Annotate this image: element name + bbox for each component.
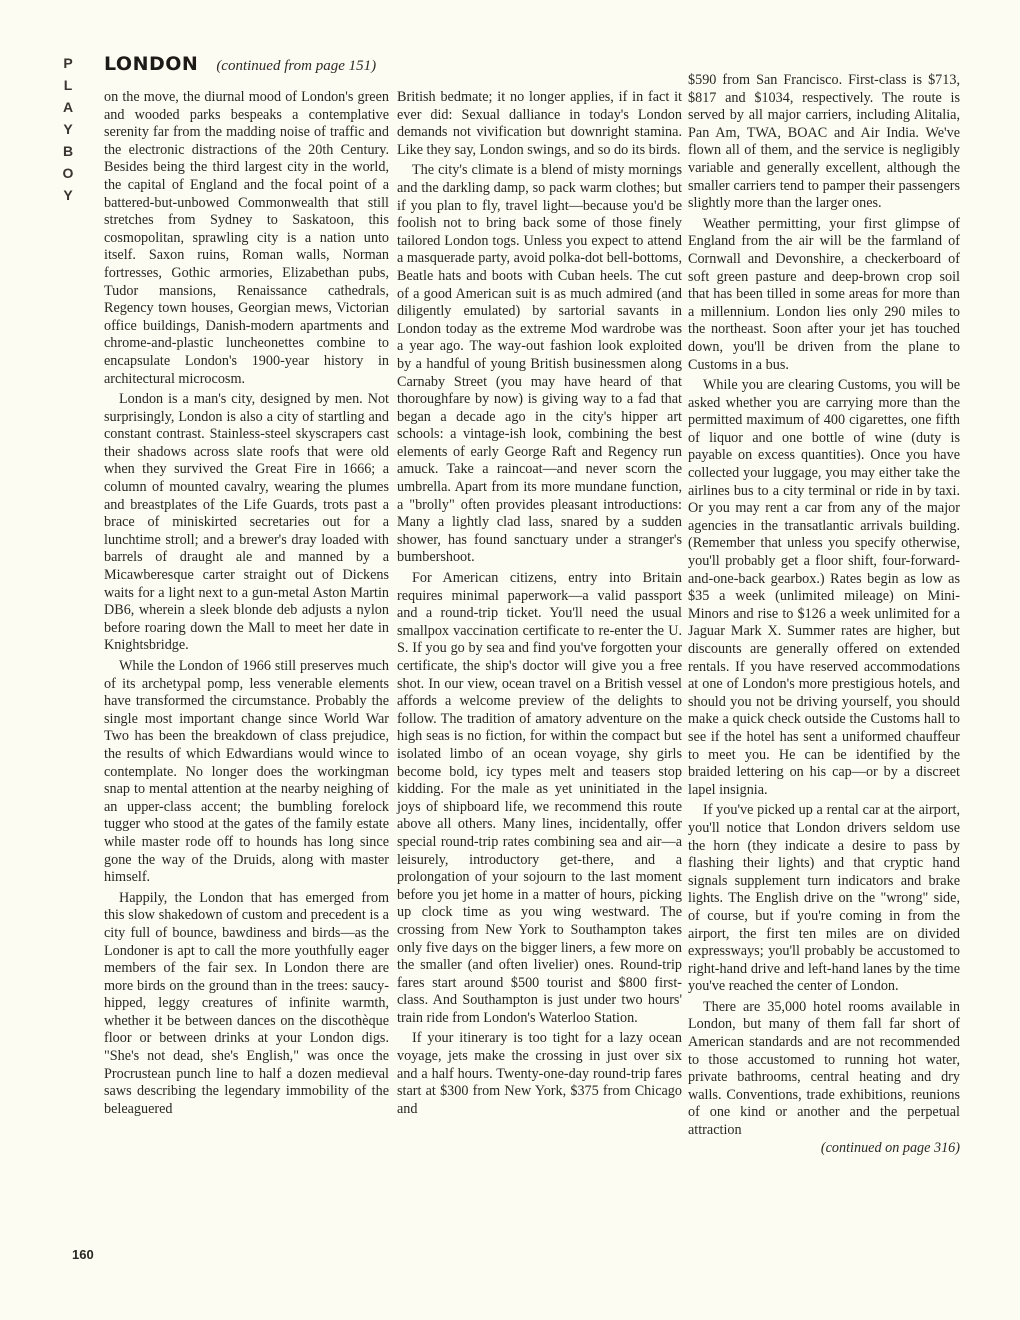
paragraph: Happily, the London that has emerged from this slow shakedown of custom and precedent is a city full of bounce, bawdiness and birds—as the Londoner is apt to call the more youthfully eager members of the fair sex. In London there are more birds on the ground than in the trees: saucy-hipped, leggy creatures of infinite warmth, whether it be between dances on the discothèque floor or between drinks at your London digs. "She's not dead, she's English," was once the Procrustean punch line to half a dozen medieval saws describing the legendary immobility of the beleaguered [104,889,389,1117]
paragraph: on the move, the diurnal mood of London's green and wooded parks bespeaks a contemplative serenity far from the madding noise of traffic and the electronic distractions of the 20th Century. Besides being the third largest city in the world, the capital of England and the focal point of a battered-but-unbowed Commonwealth that still stretches from Sydney to Saskatoon, this cosmopolitan, sprawling city is a nation unto itself. Saxon ruins, Roman walls, Norman fortresses, Gothic armories, Elizabethan pubs, Tudor mansions, Renaissance cathedrals, Regency town houses, Georgian mews, Victorian office buildings, Danish-modern apartments and chrome-and-plastic luncheonettes combine to encapsulate London's 1900-year history in architectural microcosm. [104,89,389,387]
title-letter: A [62,99,74,115]
page-number: 160 [72,1247,94,1262]
paragraph: British bedmate; it no longer applies, if in fact it ever did: Sexual dalliance in today's London demands not vivification but downright stamina. Like they say, London swings, and so do its birds. [397,89,682,158]
magazine-vertical-title [58,52,78,206]
paragraph: If you've picked up a rental car at the airport, you'll notice that London drivers seldom use the horn (they indicate a desire to pass by flashing their lights) and that cryptic hand signals supplement turn indicators and brake lights. The English drive on the "wrong" side, of course, but if you're coming in from the airport, the first ten miles are on divided expressways; you'll probably be accustomed to right-hand drive and left-hand lanes by the time you've reached the center of London. [688,802,960,995]
text-column-2 [397,89,682,1118]
paragraph: $590 from San Francisco. First-class is $713, $817 and $1034, respectively. The route is served by all major carriers, including Alitalia, Pan Am, TWA, BOAC and Air India. We've flown all of them, and the service is negligibly variable and generally excellent, although the smaller carriers tend to pamper their passengers slightly more than the larger ones. [688,72,960,212]
text-column-1 [104,89,389,1118]
paragraph: Weather permitting, your first glimpse of England from the air will be the farmland of Cornwall and Devonshire, a checkerboard of soft green pasture and deep-brown crop soil that has been tilled in some areas for more than a millennium. London lies only 290 miles to the northeast. Soon after your jet has touched down, you'll be driven from the plane to Customs in a bus. [688,215,960,373]
article-header [104,53,376,75]
paragraph: There are 35,000 hotel rooms available in London, but many of them fall far short of American standards and are not recommended to those accustomed to running hot water, private bathrooms, central heating and dry walls. Conventions, trade exhibitions, reunions of one kind or another and the perpetual attraction [688,998,960,1139]
paragraph: While you are clearing Customs, you will be asked whether you are carrying more than the permitted maximum of 400 cigarettes, one fifth of liquor and one bottle of wine (duty is payable on excess quantities). Once you have collected your luggage, you may either take the airlines bus to a city terminal or ride in by taxi. Or you may rent a car from any of the major agencies in the transatlantic arrivals building. (Remember that unless you specify otherwise, you'll probably get a floor shift, four-forward-and-one-back gearbox.) Rates begin as low as $35 a week (unlimited mileage) on Mini-Minors and rise to $126 a week unlimited for a Jaguar Mark X. Summer rates are higher, but discounts are generally offered on extended rentals. If you have reserved accommodations at one of London's more prestigious hotels, and should you not be driving yourself, you should make a quick check outside the Customs hall to see if the hotel has sent a uniformed chauffeur to meet you. He can be identified by the braided lettering on his cap—or by a discreet lapel insignia. [688,377,960,798]
title-letter: P [63,55,73,71]
title-letter: O [62,165,74,181]
title-letter: Y [63,121,73,137]
paragraph: The city's climate is a blend of misty mornings and the darkling damp, so pack warm clothes; but if you plan to fly, travel light—because you'd be foolish not to bring back some of those finely tailored London togs. Unless you expect to attend a masquerade party, avoid polka-dot bell-bottoms, Beatle hats and boots with Cuban heels. The cut of a good American suit is as much admired (and diligently emulated) by sartorial savants in London today as the extreme Mod wardrobe was a year ago. The way-out fashion look exploited by a handful of young British businessmen along Carnaby Street (you may have heard of that thoroughfare by now) is giving way to a fad that began a decade ago in the city's hipper art schools: a vintage-ish look, combining the best elements of early George Raft and Regency run amuck. Take a raincoat—and never scorn the umbrella. Apart from its more mundane function, a "brolly" often provides pleasant introductions: Many a lightly clad lass, snared by a sudden shower, has found sanctuary under a stranger's bumbershoot. [397,162,682,566]
continued-on-note: (continued on page 316) [820,1139,960,1156]
paragraph: While the London of 1966 still preserves much of its archetypal pomp, less venerable elements have transformed the circumstance. Probably the single most important change since World War Two has been the breakdown of class prejudice, the results of which Edwardians would wince to contemplate. No longer does the workingman snap to mental attention at the nearby neighing of an upper-class accent; the bumbling forelock tugger who stood at the gates of the family estate while master rode off to hounds has long since gone the way of the Druids, along with master himself. [104,658,389,886]
title-letter: B [62,143,74,159]
title-letter: Y [63,187,73,203]
paragraph: For American citizens, entry into Britain requires minimal paperwork—a valid passport and a round-trip ticket. You'll need the usual smallpox vaccination certificate to re-enter the U. S. If you go by sea and find you've forgotten your certificate, the ship's doctor will give you a free shot. In our view, ocean travel on a British vessel affords a welcome preview of the delights to follow. The tradition of amatory adventure on the high seas is no fiction, for within the compact but isolated limbo of an ocean voyage, shy girls become bold, icy types melt and teasers stop kidding. For the male as yet uninitiated in the joys of shipboard life, we recommend this route above all others. Many lines, incidentally, offer special round-trip rates combining sea and air—a leisurely, introductory get-there, and a prolongation of your sojourn to the last moment before you jet home in a matter of hours, picking up clock time as you wing westward. The crossing from New York to Southampton takes only five days on the bigger liners, a few more on the smaller (and often livelier) ones. Round-trip fares start around $500 tourist and $800 first-class. And Southampton is just under two hours' train ride from London's Waterloo Station. [397,570,682,1026]
paragraph: London is a man's city, designed by men. Not surprisingly, London is also a city of startling and constant contrast. Stainless-steel skyscrapers cast their shadows across slate roofs that were old when they survived the Great Fire in 1666; a column of mounted cavalry, wearing the plumes and breastplates of the Life Guards, trots past a brace of miniskirted secretaries out for a lunchtime stroll; and a brewer's dray loaded with barrels of draught ale and manned by a Micawberesque carter straight out of Dickens waits for a light next to a gun-metal Aston Martin DB6, wherein a sleek blonde deb adjusts a nylon before roaring down the Mall to meet her date in Knightsbridge. [104,391,389,654]
continued-from-note: (continued from page 151) [216,58,377,74]
section-title: LONDON [104,53,199,75]
paragraph: If your itinerary is too tight for a lazy ocean voyage, jets make the crossing in just over six and a half hours. Twenty-one-day round-trip fares start at $300 from New York, $375 from Chicago and [397,1030,682,1117]
text-column-3 [688,72,960,1157]
title-letter: L [63,77,73,93]
